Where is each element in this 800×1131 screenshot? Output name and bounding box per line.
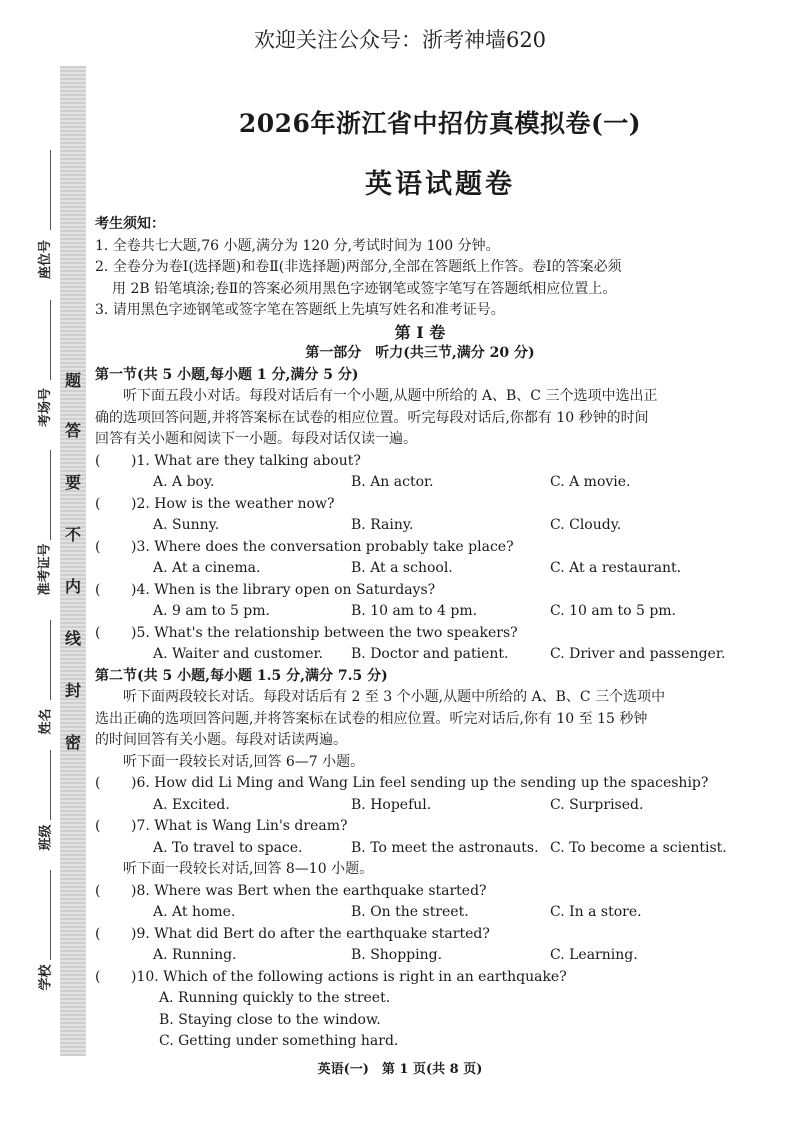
- section-title: 第二节(共 5 小题,每小题 1.5 分,满分 7.5 分): [95, 667, 388, 684]
- options-row: [95, 644, 745, 666]
- answer-paren[interactable]: (: [95, 925, 101, 942]
- question-stem: [95, 494, 745, 516]
- options-row: [95, 902, 745, 924]
- directions-line: 的时间回答有关小题。每段对话读两遍。: [95, 732, 347, 748]
- exam-room-label: 考场号: [38, 387, 54, 428]
- question-text: )4. When is the library open on Saturdays?: [131, 581, 436, 598]
- school-line: [50, 870, 51, 960]
- directions-line: 听下面两段较长对话。每段对话后有 2 至 3 个小题,从题中所给的 A、B、C 三个选项中: [123, 689, 666, 705]
- answer-paren[interactable]: (: [95, 882, 101, 899]
- page-footer: 英语(一) 第 1 页(共 8 页): [317, 1062, 483, 1077]
- question-stem: [95, 924, 745, 946]
- ticket-number-line: [50, 450, 51, 540]
- option-a: A. At a cinema.: [153, 560, 261, 576]
- instruction-item: 1. 全卷共七大题,76 小题,满分为 120 分,考试时间为 100 分钟。: [95, 237, 500, 254]
- option-b: B. An actor.: [351, 474, 434, 490]
- options-row: [95, 795, 745, 817]
- question-text: )9. What did Bert do after the earthquake started?: [131, 925, 490, 942]
- option-a: A. 9 am to 5 pm.: [153, 603, 270, 619]
- answer-paren[interactable]: (: [95, 538, 101, 555]
- option-a: A. To travel to space.: [153, 839, 303, 856]
- dialogue-lead: 听下面一段较长对话,回答 8—10 小题。: [123, 861, 374, 877]
- option-b: B. Staying close to the window.: [159, 1011, 381, 1028]
- seal-char: 题: [64, 371, 81, 390]
- answer-paren[interactable]: (: [95, 775, 101, 791]
- class-line: [50, 750, 51, 820]
- exam-room-line: [50, 300, 51, 380]
- question-text: )8. Where was Bert when the earthquake started?: [131, 882, 487, 899]
- answer-paren[interactable]: (: [95, 495, 101, 512]
- options-row: [95, 601, 745, 623]
- directions-line: 听下面五段小对话。每段对话后有一个小题,从题中所给的 A、B、C 三个选项中选出正: [123, 388, 658, 404]
- binding-strip: [60, 66, 86, 1056]
- option-c: C. Surprised.: [550, 796, 644, 813]
- option-b: B. 10 am to 4 pm.: [351, 603, 478, 619]
- directions-line: 回答有关小题和阅读下一小题。每段对话仅读一遍。: [95, 431, 417, 447]
- question-stem: [95, 967, 745, 989]
- option-a: A. At home.: [153, 904, 236, 920]
- seal-char: 答: [64, 421, 81, 440]
- option-b: B. At a school.: [351, 560, 453, 576]
- options-row: [95, 838, 745, 860]
- section-title: 第一节(共 5 小题,每小题 1 分,满分 5 分): [95, 366, 359, 383]
- instructions-heading: 考生须知：: [95, 216, 165, 232]
- question-stem: [95, 816, 745, 838]
- question-stem: [95, 451, 745, 473]
- option-c: C. To become a scientist.: [550, 839, 727, 856]
- option-a: A. Running.: [153, 947, 237, 963]
- option-c: C. 10 am to 5 pm.: [550, 603, 676, 619]
- option-c: C. A movie.: [550, 474, 631, 490]
- name-label: 姓名: [38, 708, 54, 735]
- name-line: [50, 620, 51, 700]
- question-stem: [95, 881, 745, 903]
- seat-number-line: [50, 150, 51, 230]
- option-a: A. Waiter and customer.: [153, 646, 324, 662]
- seat-number-label: 座位号: [38, 239, 54, 280]
- seal-char: 封: [64, 681, 81, 700]
- wechat-notice: 欢迎关注公众号：浙考神墙620: [253, 28, 547, 52]
- option-c: C. Cloudy.: [550, 517, 622, 533]
- seal-char: 内: [64, 577, 81, 596]
- school-label: 学校: [38, 964, 54, 991]
- options-row: [95, 472, 745, 494]
- instruction-item: 2. 全卷分为卷Ⅰ(选择题)和卷Ⅱ(非选择题)两部分,全部在答题纸上作答。卷Ⅰ的答案必须: [95, 259, 622, 275]
- option-a: A. Excited.: [153, 796, 230, 813]
- option-a: A. Running quickly to the street.: [159, 990, 391, 1006]
- exam-content: [95, 214, 745, 1053]
- option-c: C. In a store.: [550, 904, 642, 920]
- answer-paren[interactable]: (: [95, 452, 101, 469]
- question-text: )1. What are they talking about?: [131, 452, 361, 469]
- ticket-number-label: 准考证号: [37, 543, 53, 596]
- answer-paren[interactable]: (: [95, 968, 101, 985]
- option-b: B. To meet the astronauts.: [351, 839, 539, 856]
- question-text: )10. Which of the following actions is right in an earthquake?: [131, 968, 567, 985]
- answer-paren[interactable]: (: [95, 624, 101, 641]
- exam-title: 2026年浙江省中招仿真模拟卷(一): [238, 109, 642, 138]
- options-row: [95, 945, 745, 967]
- seal-char: 线: [64, 629, 81, 648]
- question-stem: [95, 537, 745, 559]
- part-title: 第一部分 听力(共三节,满分 20 分): [305, 345, 535, 361]
- question-text: )6. How did Li Ming and Wang Lin feel sending up the sending up the spaceship?: [131, 775, 709, 791]
- volume-title: 第 I 卷: [394, 322, 446, 342]
- question-text: )7. What is Wang Lin's dream?: [131, 818, 348, 834]
- option-c: C. At a restaurant.: [550, 560, 682, 576]
- option-b: B. Hopeful.: [351, 796, 432, 813]
- instruction-item: 用 2B 铅笔填涂;卷Ⅱ的答案必须用黑色字迹钢笔或签字笔写在答题纸相应位置上。: [112, 280, 617, 297]
- class-label: 班级: [38, 824, 54, 851]
- question-stem: [95, 773, 745, 795]
- question-stem: [95, 623, 745, 645]
- seal-char: 不: [64, 525, 81, 544]
- exam-subtitle: 英语试题卷: [365, 169, 515, 200]
- option-b: B. On the street.: [351, 904, 469, 920]
- question-text: )5. What's the relationship between the two speakers?: [131, 624, 518, 641]
- options-row: [95, 558, 745, 580]
- seal-char: 要: [64, 473, 81, 492]
- answer-paren[interactable]: (: [95, 818, 101, 834]
- instruction-item: 3. 请用黑色字迹钢笔或签字笔在答题纸上先填写姓名和准考证号。: [95, 302, 505, 318]
- option-c: C. Driver and passenger.: [550, 646, 726, 662]
- option-b: B. Rainy.: [351, 517, 414, 533]
- directions-line: 确的选项回答问题,并将答案标在试卷的相应位置。听完每段对话后,你都有 10 秒钟的时间: [95, 409, 649, 426]
- seal-char: 密: [64, 733, 81, 752]
- options-row: [95, 515, 745, 537]
- option-a: A. Sunny.: [153, 517, 220, 533]
- question-text: )3. Where does the conversation probably take place?: [131, 538, 514, 555]
- answer-paren[interactable]: (: [95, 581, 101, 598]
- option-a: A. A boy.: [153, 474, 215, 490]
- option-b: B. Doctor and patient.: [351, 646, 509, 662]
- option-c: C. Getting under something hard.: [159, 1033, 399, 1049]
- option-c: C. Learning.: [550, 947, 638, 963]
- question-stem: [95, 580, 745, 602]
- directions-line: 选出正确的选项回答问题,并将答案标在试卷的相应位置。听完对话后,你有 10 至 15 秒钟: [95, 710, 648, 727]
- question-text: )2. How is the weather now?: [131, 495, 335, 512]
- dialogue-lead: 听下面一段较长对话,回答 6—7 小题。: [123, 753, 365, 770]
- option-b: B. Shopping.: [351, 947, 443, 963]
